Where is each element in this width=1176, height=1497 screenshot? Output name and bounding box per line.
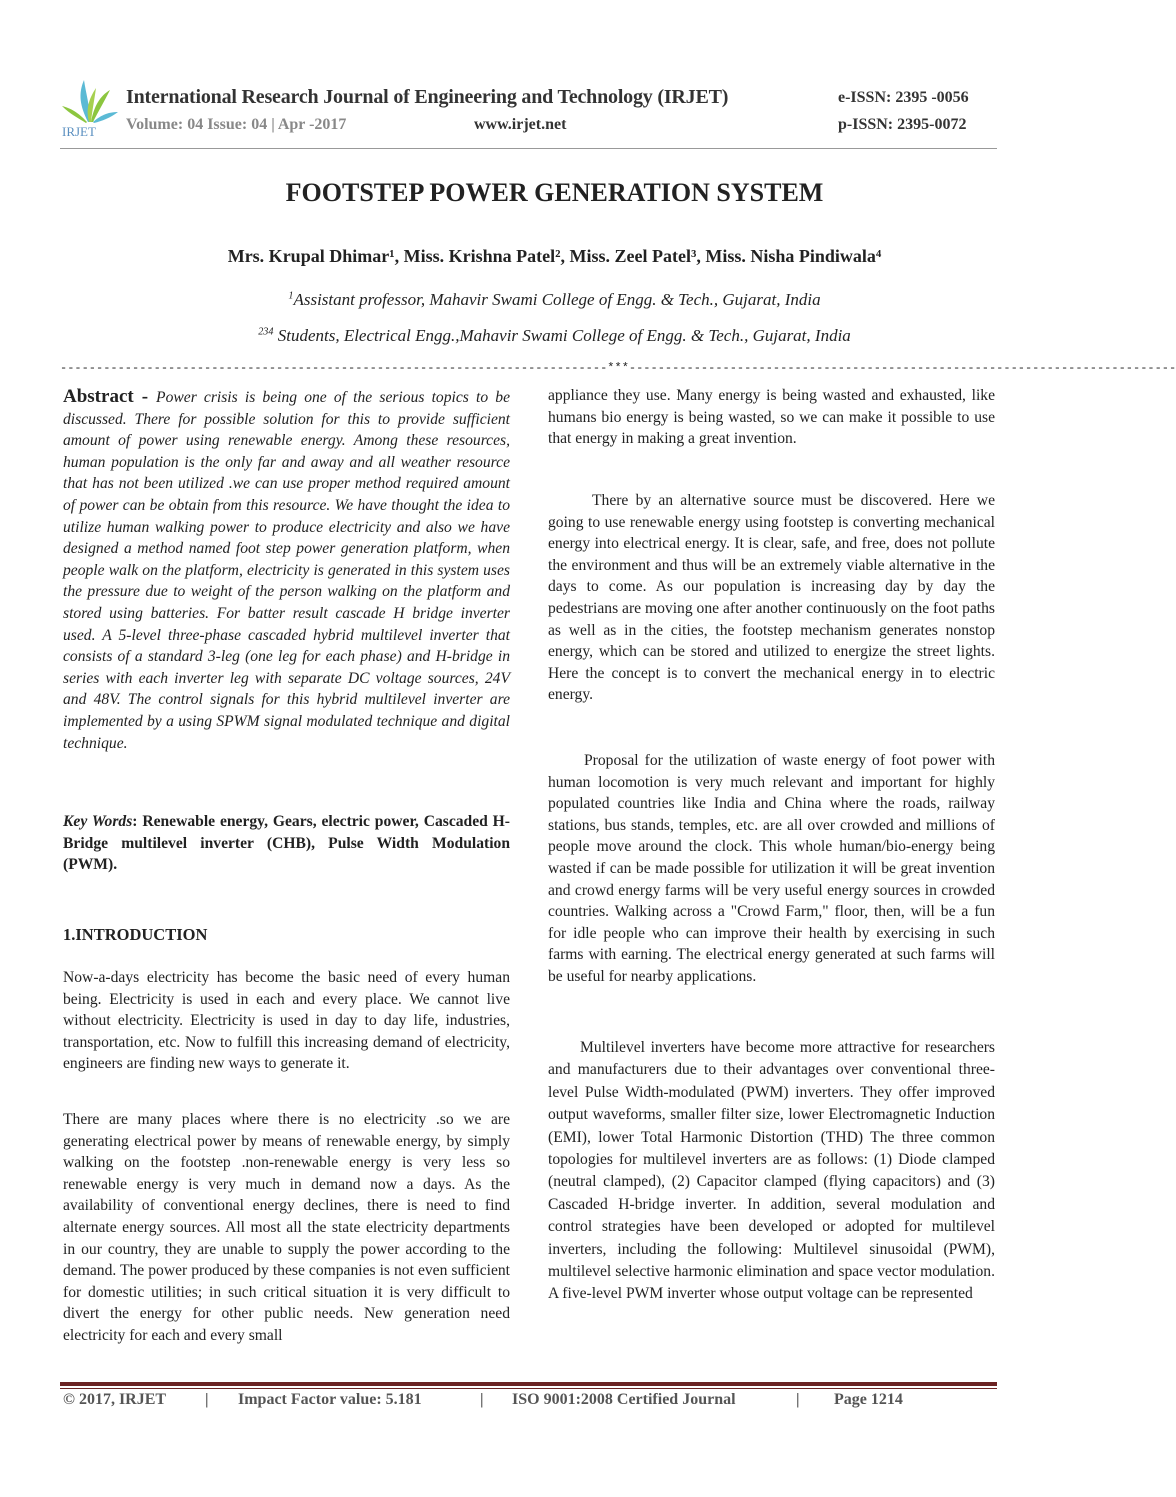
abstract-text: Power crisis is being one of the serious topics to be discussed. There for possible solution for this to provide sufficient amount of power using renewable energy. Among these resources, human population is the only far and away and all weather resource that has not been utilized .we can use proper method required amount of power can be obtain from this resource. We have thought the idea to utilize human walking power to produce electricity and also we have designed a method named foot step power generation platform, when people walk on the platform, electricity is generated in this system uses the pressure due to weight of the person walking on the platform and stored using batteries. For batter result cascade H bridge inverter used. A 5-level three-phase cascaded hybrid multilevel inverter that consists of a standard 3-leg (one leg for each phase) and H-bridge in series with each inverter leg with separate DC voltage sources, 24V and 48V. The control signals for this hybrid multilevel inverter are implemented by a using SPWM signal modulated technique and digital technique. <box>63 389 510 752</box>
affiliation-2 <box>0 326 1109 346</box>
right-paragraph-3: Proposal for the utilization of waste energy of foot power with human locomotion is very much relevant and important for highly populated countries like India and China where the roads, railway stations, bus stands, temples, etc. are all over crowded and millions of people move around the clock. This whole human/bio-energy being wasted if can be made possible for utilization it will be great invention and crowd energy farms will be very useful energy sources in crowded countries. Walking across a "Crowd Farm," floor, then, will be a fun for idle people who can improve their health by exercising in such farms with earning. The electrical energy generated at such farms will be useful for nearby applications. <box>548 752 995 985</box>
affiliation-marker: 1 <box>288 290 294 302</box>
section-heading-introduction: 1.INTRODUCTION <box>63 925 208 944</box>
header-divider <box>60 148 997 149</box>
abstract <box>63 386 510 754</box>
footer-iso: ISO 9001:2008 Certified Journal <box>512 1391 736 1408</box>
section-separator: ----------------------------------------------------------------------------***---------------------------------------------------------------------------- <box>60 361 1176 375</box>
svg-text:IRJET: IRJET <box>62 124 96 139</box>
intro-paragraph-2: There are many places where there is no electricity .so we are generating electrical power by means of renewable energy, by simply walking on the footstep .non-renewable energy is very less so renewable energy is very much in demand now a days. As the availability of conventional energy declines, there is need to find alternate energy sources. All most all the state electricity departments in our country, they are unable to supply the power according to the demand. The power produced by these companies is not even sufficient for domestic utilities; in such critical situation it is very difficult to divert the energy for other public needs. New generation need electricity for each and every small <box>63 1111 510 1344</box>
footer-rule <box>60 1382 997 1386</box>
affiliation-1 <box>0 290 1109 310</box>
keywords-text: : Renewable energy, Gears, electric power, Cascaded H-Bridge multilevel inverter (CHB), Pulse Width Modulation (PWM). <box>63 813 510 874</box>
intro-paragraph-1: Now-a-days electricity has become the basic need of every human being. Electricity is used in each and every place. We cannot live without electricity. Electricity is used in day to day life, industries, transportation, etc. Now to fulfill this increasing demand of electricity, engineers are finding new ways to generate it. <box>63 969 510 1073</box>
paper-title: FOOTSTEP POWER GENERATION SYSTEM <box>285 178 824 207</box>
right-paragraph-4: Multilevel inverters have become more attractive for researchers and manufacturers due to their advantages over conventional three-level Pulse Width-modulated (PWM) inverters. They offer improved output waveforms, smaller filter size, lower Electromagnetic Induction (EMI), lower Total Harmonic Distortion (THD) The three common topologies for multilevel inverters are as follows: (1) Diode clamped (neutral clamped), (2) Capacitor clamped (flying capacitors) and (3) Cascaded H-bridge inverter. In addition, several modulation and control strategies have been developed or adopted for multilevel inverters, including the following: Multilevel sinusoidal (PWM), multilevel selective harmonic elimination and space vector modulation. A five-level PWM inverter whose output voltage can be represented <box>548 1039 995 1303</box>
leaf-logo-icon <box>60 76 120 138</box>
right-paragraph-1: appliance they use. Many energy is being wasted and exhausted, like humans bio energy is being wasted, so we can make it possible to use that energy in making a great invention. <box>548 387 995 448</box>
right-paragraph-2: There by an alternative source must be discovered. Here we going to use renewable energy using footstep is converting mechanical energy into electrical energy. It is clear, safe, and free, does not pollute the environment and thus will be an extremely viable alternative in the days to come. As our population is increasing day by day the pedestrians are moving one after another continuously on the foot paths as well as in the cities, the footstep mechanism generates nonstop energy, which can be stored and utilized to energize the street lights. Here the concept is to convert the mechanical energy in to electric energy. <box>548 492 995 704</box>
journal-name: International Research Journal of Engineering and Technology (IRJET) <box>126 86 729 108</box>
keywords-label: Key Words <box>63 813 133 830</box>
affiliation-text: Assistant professor, Mahavir Swami College of Engg. & Tech., Gujarat, India <box>293 290 821 309</box>
journal-url[interactable]: www.irjet.net <box>474 116 567 133</box>
footer-divider: | <box>205 1391 209 1408</box>
volume-issue: Volume: 04 Issue: 04 | Apr -2017 <box>126 116 347 133</box>
footer-divider: | <box>796 1391 800 1408</box>
footer-page-number: Page 1214 <box>834 1391 903 1408</box>
p-issn: p-ISSN: 2395-0072 <box>838 116 967 133</box>
e-issn: e-ISSN: 2395 -0056 <box>838 89 969 106</box>
footer-rule-thin <box>60 1388 997 1389</box>
affiliation-marker: 234 <box>258 326 274 338</box>
authors: Mrs. Krupal Dhimar¹, Miss. Krishna Patel², Miss. Zeel Patel³, Miss. Nisha Pindiwala⁴ <box>227 246 882 266</box>
footer-divider: | <box>480 1391 484 1408</box>
affiliation-text: Students, Electrical Engg.,Mahavir Swami College of Engg. & Tech., Gujarat, India <box>273 326 851 345</box>
keywords <box>63 811 510 876</box>
footer-impact-factor: Impact Factor value: 5.181 <box>238 1391 422 1408</box>
abstract-heading: Abstract - <box>63 386 157 407</box>
footer-copyright: © 2017, IRJET <box>63 1391 167 1408</box>
irjet-logo <box>60 76 120 139</box>
